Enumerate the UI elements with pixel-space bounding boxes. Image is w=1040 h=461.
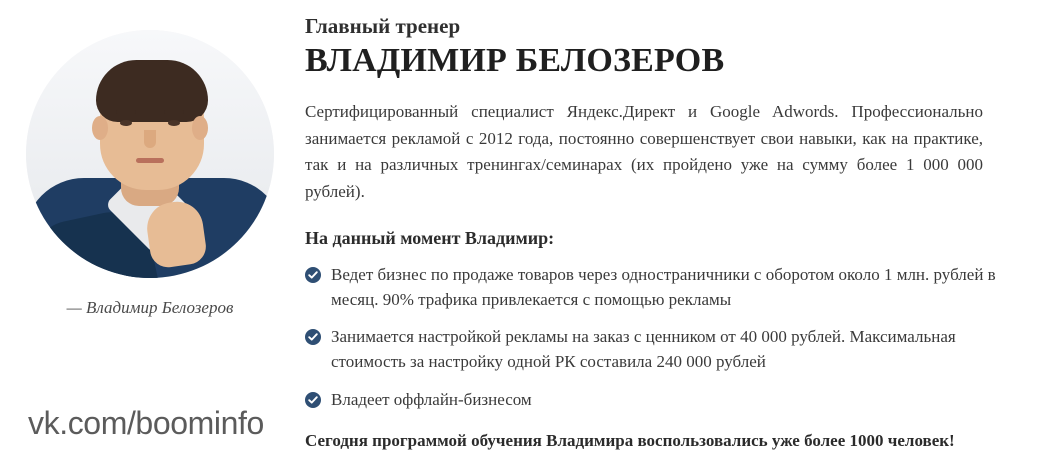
- page-title: ВЛАДИМИР БЕЛОЗЕРОВ: [305, 42, 725, 79]
- watermark-vk-link[interactable]: vk.com/boominfo: [28, 405, 264, 441]
- photo-hair: [96, 60, 208, 122]
- photo-mouth: [136, 158, 164, 163]
- photo-brow-left: [116, 110, 136, 114]
- achievements-list: [305, 263, 1005, 412]
- photo-nose: [144, 130, 156, 148]
- photo-brow-right: [164, 110, 184, 114]
- section-subheading: На данный момент Владимир:: [305, 228, 555, 249]
- check-circle-icon: [305, 391, 321, 407]
- check-circle-icon: [305, 328, 321, 344]
- photo-eye-left: [120, 120, 132, 126]
- portrait-photo: [26, 30, 274, 278]
- intro-paragraph: Сертифицированный специалист Яндекс.Директ и Google Adwords. Профессионально занимается рекламой с 2012 года, постоянно совершенствует свои навыки, как на практике, так и на различных тренингах/семинарах (их пройдено уже на сумму более 1 000 000 рублей).: [305, 101, 983, 202]
- photo-eye-right: [168, 120, 180, 126]
- list-item: [305, 388, 1001, 413]
- portrait-caption: — Владимир Белозеров: [66, 298, 234, 317]
- list-item-text: Владеет оффлайн-бизнесом: [331, 389, 532, 409]
- photo-ear-right: [192, 116, 208, 140]
- check-circle-icon: [305, 266, 321, 282]
- list-item: [305, 263, 1001, 312]
- role-label: Главный тренер: [305, 14, 461, 38]
- profile-left-column: [0, 0, 300, 461]
- list-item-text: Занимается настройкой рекламы на заказ с ценником от 40 000 рублей. Максимальная стоимость за настройку одной РК составила 240 000 рублей: [331, 327, 956, 372]
- profile-content: [305, 0, 1005, 454]
- photo-ear-left: [92, 116, 108, 140]
- portrait-circle: [26, 30, 274, 278]
- closing-statement: Сегодня программой обучения Владимира воспользовались уже более 1000 человек!: [305, 431, 955, 451]
- list-item: [305, 325, 1001, 374]
- list-item-text: Ведет бизнес по продаже товаров через одностраничники с оборотом около 1 млн. рублей в месяц. 90% трафика привлекается с помощью рекламы: [331, 265, 996, 309]
